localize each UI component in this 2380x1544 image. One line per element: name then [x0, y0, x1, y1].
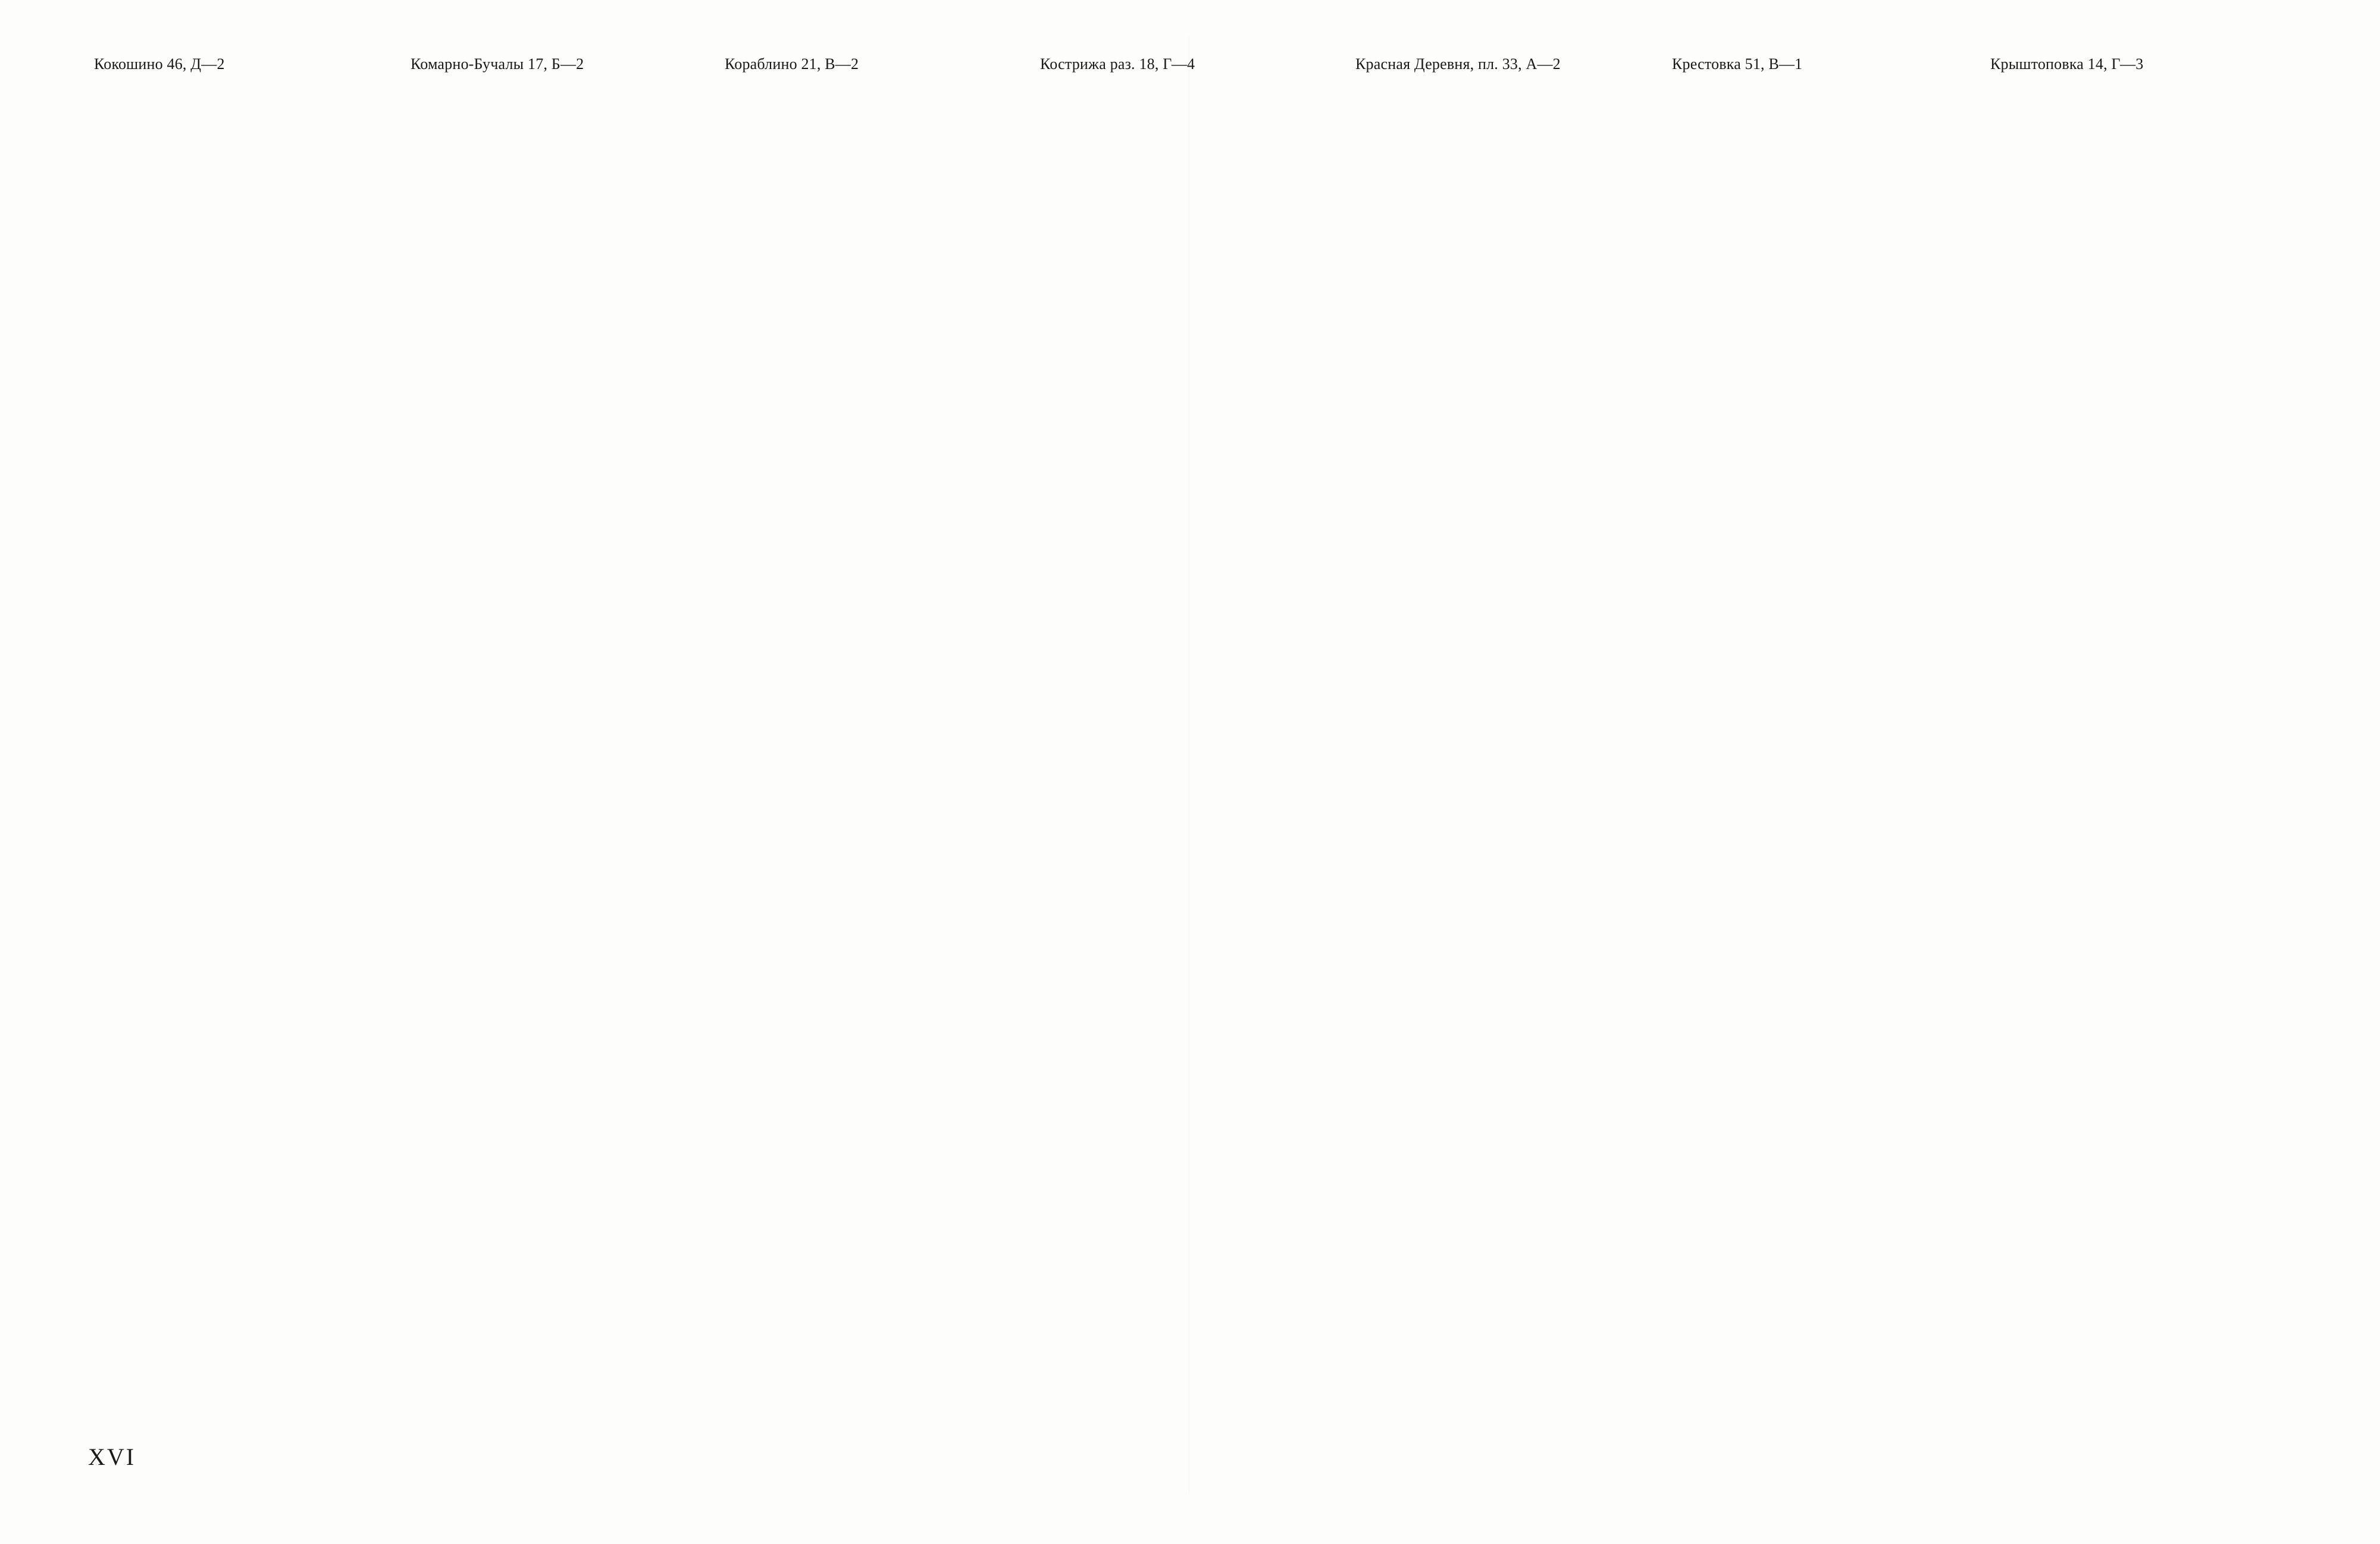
- index-entry: Кораблино 21, В—2: [725, 55, 859, 73]
- index-column: [1040, 57, 1338, 71]
- index-entry: Крыштоповка 14, Г—3: [1990, 55, 2144, 73]
- index-entry: Красная Деревня, пл. 33, А—2: [1355, 55, 1561, 73]
- page-folio: XVI: [88, 1443, 136, 1470]
- index-column: [411, 57, 708, 71]
- index-column: [1672, 57, 1969, 71]
- index-entry: Кострижа раз. 18, Г—4: [1040, 55, 1195, 73]
- index-column: [1355, 57, 1653, 71]
- index-entry: Комарно-Бучалы 17, Б—2: [411, 55, 584, 73]
- index-column: [1990, 57, 2288, 71]
- index-entry: Кокошино 46, Д—2: [94, 55, 225, 73]
- index-entry: Крестовка 51, В—1: [1672, 55, 1803, 73]
- index-column: [94, 57, 392, 71]
- index-column: [725, 57, 1022, 71]
